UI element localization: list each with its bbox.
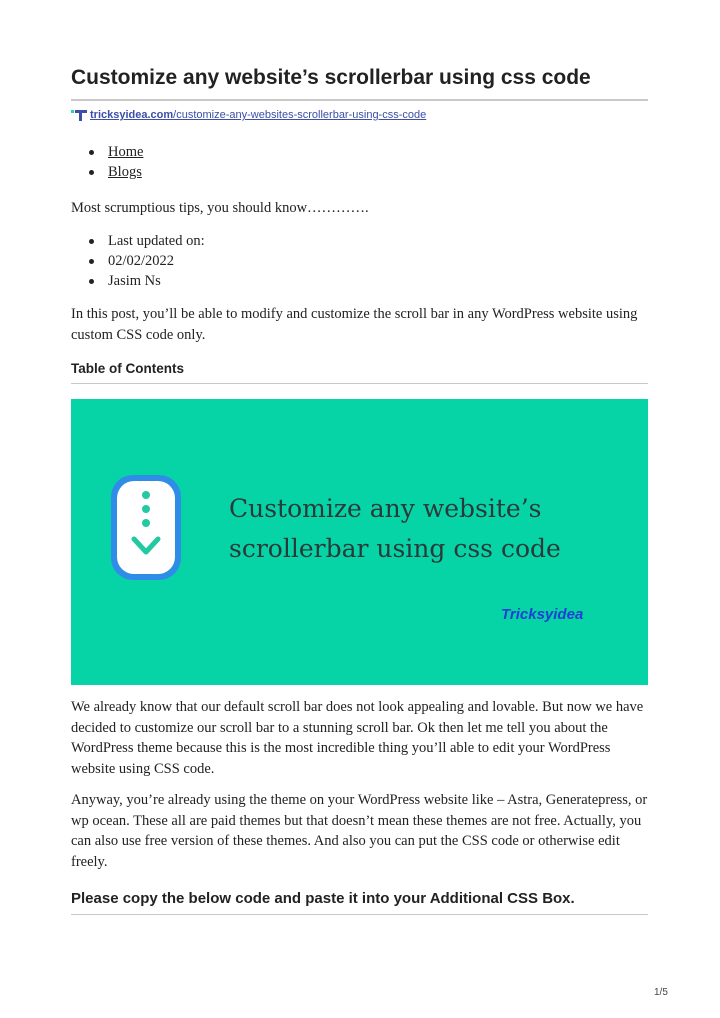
last-updated-label: Last updated on: — [89, 231, 205, 251]
intro-paragraph: In this post, you’ll be able to modify and customize the scroll bar in any WordPress website using custom CSS code only. — [71, 306, 638, 343]
title-divider — [71, 99, 648, 101]
copy-code-heading: Please copy the below code and paste it into your Additional CSS Box. — [71, 890, 575, 907]
scroll-dot-icon — [142, 505, 150, 513]
toc-divider — [71, 383, 648, 384]
banner-headline — [229, 489, 561, 569]
body-paragraph-2: Anyway, you’re already using the theme on your WordPress website like – Astra, Generatepress, or wp ocean. These all are paid themes but that doesn’t mean these themes are not free. Actually, you can also use free version of these themes. And also you can put the CSS code or otherwise edit freely. — [71, 792, 648, 871]
nav-item-blogs — [89, 162, 143, 182]
nav-list — [89, 142, 143, 182]
copy-heading-divider — [71, 914, 648, 915]
source-domain[interactable]: tricksyidea.com — [90, 109, 174, 121]
brand-wordmark: Tricksyidea — [501, 606, 584, 623]
app-icon-inner — [117, 481, 175, 574]
source-link[interactable] — [71, 107, 426, 123]
post-author: Jasim Ns — [89, 271, 205, 291]
page-number: 1/5 — [654, 987, 668, 998]
page-title: Customize any website’s scrollerbar using css code — [71, 66, 591, 89]
home-link[interactable]: Home — [108, 144, 144, 160]
scroll-dot-icon — [142, 491, 150, 499]
table-of-contents-heading[interactable]: Table of Contents — [71, 361, 184, 376]
nav-item-home — [89, 142, 143, 162]
banner-line-1: Customize any website’s — [229, 494, 542, 523]
blogs-link[interactable]: Blogs — [108, 164, 142, 180]
post-date: 02/02/2022 — [89, 251, 205, 271]
tagline: Most scrumptious tips, you should know…………. — [71, 200, 369, 216]
post-meta-list — [89, 231, 205, 291]
scroll-dot-icon — [142, 519, 150, 527]
scroll-down-app-icon — [111, 475, 181, 580]
source-path[interactable]: /customize-any-websites-scrollerbar-using-css-code — [173, 109, 427, 121]
body-paragraph-1: We already know that our default scroll bar does not look appealing and lovable. But now we have decided to customize our scroll bar to a stunning scroll bar. Ok then let me tell you about the WordPress theme because this is the most incredible thing you’ll able to edit your WordPress website using CSS code. — [71, 699, 644, 778]
featured-image — [71, 399, 648, 685]
banner-line-2: scrollerbar using css code — [229, 534, 561, 563]
chevron-down-icon — [130, 533, 162, 559]
tricksyidea-logo-icon — [71, 109, 87, 121]
